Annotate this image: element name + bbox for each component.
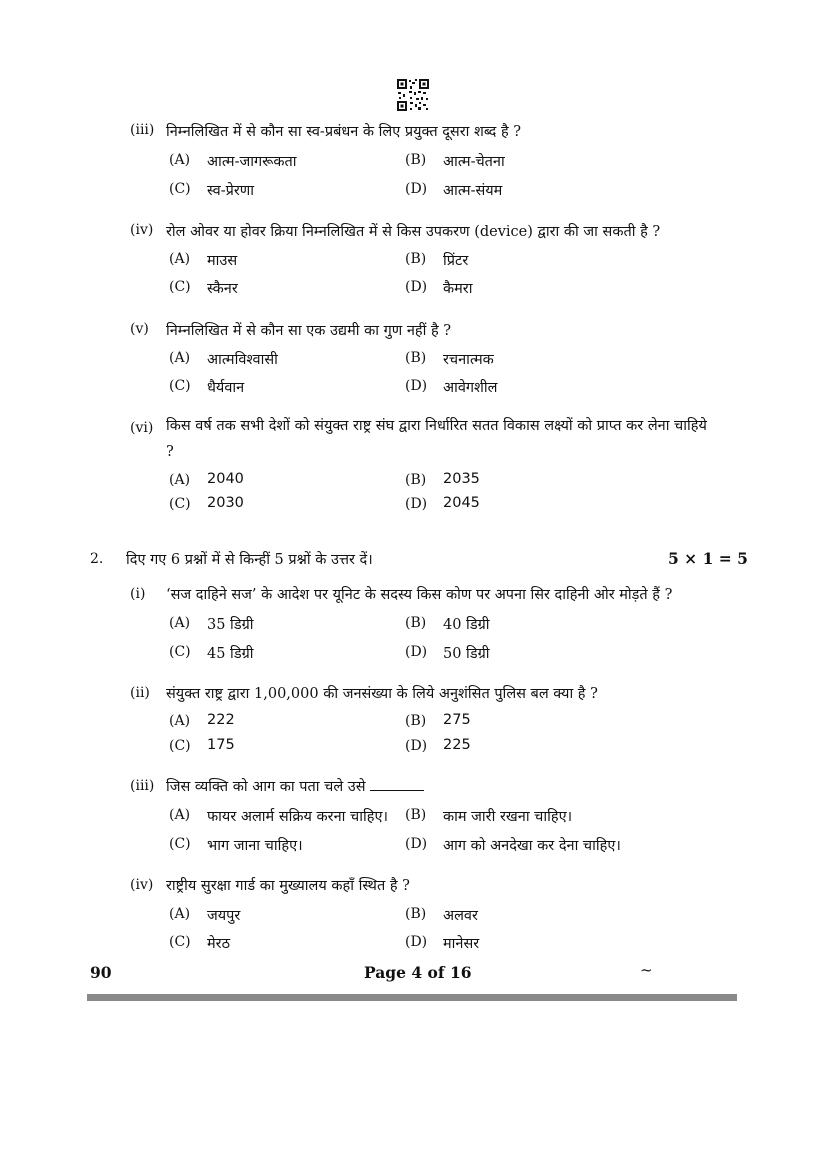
- option-label: (D): [405, 181, 428, 197]
- option-label: (A): [169, 807, 191, 823]
- option-text: 175: [207, 737, 235, 753]
- option-text: काम जारी रखना चाहिए।: [443, 809, 573, 825]
- option-text: धैर्यवान: [207, 380, 245, 396]
- option-label: (D): [405, 836, 428, 852]
- question-number: (iii): [130, 122, 155, 138]
- option-label: (A): [169, 350, 191, 366]
- question-text: जिस व्यक्ति को आग का पता चले उसे: [166, 779, 366, 795]
- question-2-instruction: दिए गए 6 प्रश्नों में से किन्हीं 5 प्रश्नों के उत्तर दें।: [126, 552, 373, 568]
- option-label: (B): [405, 251, 427, 267]
- option-label: (D): [405, 279, 428, 295]
- marks-allocation: 5 × 1 = 5: [668, 549, 748, 568]
- option-text: जयपुर: [207, 908, 241, 924]
- question-number: (iii): [130, 778, 155, 794]
- option-text: स्व-प्रेरणा: [207, 183, 255, 199]
- option-text: 40 डिग्री: [443, 617, 490, 633]
- option-text: आत्म-संयम: [443, 183, 503, 199]
- question-text: ‘सज दाहिने सज’ के आदेश पर यूनिट के सदस्य किस कोण पर अपना सिर दाहिनी ओर मोड़ते हैं ?: [166, 587, 673, 603]
- option-text: आत्म-जागरूकता: [207, 154, 297, 170]
- option-label: (B): [405, 472, 427, 488]
- option-label: (D): [405, 378, 428, 394]
- answer-blank: [370, 778, 424, 791]
- qr-code-icon: [396, 78, 430, 112]
- option-label: (C): [169, 279, 191, 295]
- option-label: (C): [169, 181, 191, 197]
- option-label: (B): [405, 807, 427, 823]
- option-text: कैमरा: [443, 281, 473, 297]
- option-label: (D): [405, 644, 428, 660]
- option-text: प्रिंटर: [443, 253, 469, 269]
- option-label: (A): [169, 615, 191, 631]
- question-number: (ii): [130, 685, 150, 701]
- option-text: 2035: [443, 471, 480, 487]
- option-text: मानेसर: [443, 936, 480, 952]
- option-text: रचनात्मक: [443, 352, 494, 368]
- option-label: (C): [169, 934, 191, 950]
- question-number: (iv): [130, 877, 154, 893]
- option-label: (D): [405, 738, 428, 754]
- question-text: संयुक्त राष्ट्र द्वारा 1,00,000 की जनसंख्या के लिये अनुशंसित पुलिस बल क्या है ?: [166, 686, 598, 702]
- question-number: (v): [130, 321, 149, 337]
- option-text: 2045: [443, 495, 480, 511]
- option-label: (C): [169, 836, 191, 852]
- option-text: आग को अनदेखा कर देना चाहिए।: [443, 838, 621, 854]
- option-text: आत्मविश्वासी: [207, 352, 278, 368]
- option-label: (A): [169, 906, 191, 922]
- option-text: माउस: [207, 253, 238, 269]
- option-label: (D): [405, 496, 428, 512]
- option-label: (B): [405, 152, 427, 168]
- question-number: (vi): [130, 420, 154, 436]
- option-text: 275: [443, 712, 471, 728]
- option-label: (B): [405, 906, 427, 922]
- footer-rule: [87, 994, 737, 1001]
- option-label: (D): [405, 934, 428, 950]
- option-label: (C): [169, 738, 191, 754]
- option-label: (C): [169, 496, 191, 512]
- option-label: (A): [169, 713, 191, 729]
- question-number: (i): [130, 586, 146, 602]
- option-text: 2040: [207, 471, 244, 487]
- question-text: निम्नलिखित में से कौन सा एक उद्यमी का गुण नहीं है ?: [166, 323, 452, 339]
- question-text: राष्ट्रीय सुरक्षा गार्ड का मुख्यालय कहाँ स्थित है ?: [166, 878, 410, 894]
- option-text: 222: [207, 712, 235, 728]
- question-text: किस वर्ष तक सभी देशों को संयुक्त राष्ट्र संघ द्वारा निर्धारित सतत विकास लक्ष्यों को प्राप्त कर लेना चाहिये ?: [166, 418, 707, 460]
- question-text-with-blank: [166, 776, 424, 796]
- option-label: (A): [169, 472, 191, 488]
- question-number: (iv): [130, 222, 154, 238]
- option-text: 45 डिग्री: [207, 646, 254, 662]
- question-text: निम्नलिखित में से कौन सा स्व-प्रबंधन के लिए प्रयुक्त दूसरा शब्द है ?: [166, 124, 522, 140]
- option-label: (B): [405, 713, 427, 729]
- option-text: फायर अलार्म सक्रिय करना चाहिए।: [207, 809, 388, 825]
- option-text: मेरठ: [207, 936, 231, 952]
- page-number: Page 4 of 16: [364, 963, 472, 982]
- footer-mark: ~: [640, 961, 653, 979]
- option-label: (B): [405, 615, 427, 631]
- option-text: भाग जाना चाहिए।: [207, 838, 303, 854]
- option-text: 50 डिग्री: [443, 646, 490, 662]
- option-label: (C): [169, 378, 191, 394]
- option-text: 35 डिग्री: [207, 617, 254, 633]
- option-label: (A): [169, 152, 191, 168]
- option-text: 2030: [207, 495, 244, 511]
- option-text: आत्म-चेतना: [443, 154, 505, 170]
- option-label: (C): [169, 644, 191, 660]
- option-label: (B): [405, 350, 427, 366]
- option-text: स्कैनर: [207, 281, 238, 297]
- option-text: 225: [443, 737, 471, 753]
- question-text: रोल ओवर या होवर क्रिया निम्नलिखित में से किस उपकरण (device) द्वारा की जा सकती है ?: [166, 224, 661, 240]
- option-text: अलवर: [443, 908, 478, 924]
- option-text: आवेगशील: [443, 380, 498, 396]
- option-label: (A): [169, 251, 191, 267]
- paper-code: 90: [90, 963, 112, 982]
- question-2-number: 2.: [90, 551, 104, 567]
